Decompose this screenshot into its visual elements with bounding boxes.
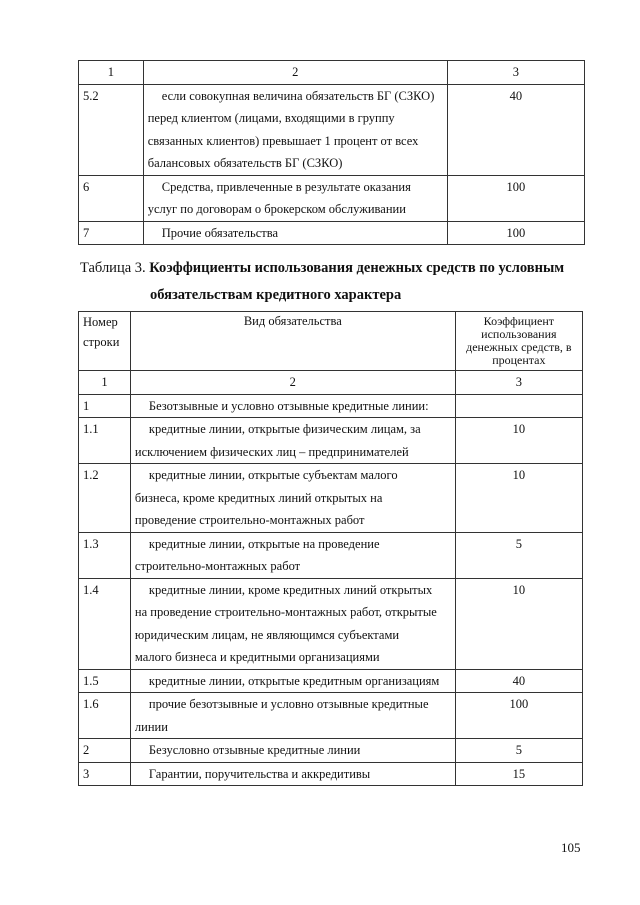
description-line: балансовых обязательств БГ (СЗКО) <box>147 156 343 170</box>
header-coefficient: Коэффициент использования денежных средств, в процентах <box>455 312 582 371</box>
coefficient-value: 15 <box>455 762 582 786</box>
description-line: проведение строительно-монтажных работ <box>134 513 365 527</box>
description-line: юридическим лицам, не являющимся субъектами <box>134 627 400 642</box>
coefficient-value: 100 <box>447 175 584 221</box>
column-number: 3 <box>455 371 582 395</box>
obligation-description <box>130 669 455 693</box>
description-line: перед клиентом (лицами, входящими в группу <box>147 111 395 125</box>
row-number: 1.5 <box>79 669 131 693</box>
row-number: 3 <box>79 762 131 786</box>
header-obligation-type: Вид обязательства <box>130 312 455 371</box>
coefficient-value: 10 <box>455 464 582 533</box>
row-number: 1.6 <box>79 693 131 739</box>
obligation-description <box>130 693 455 739</box>
row-number: 1.3 <box>79 532 131 578</box>
description-line: Безусловно отзывные кредитные линии <box>148 743 361 757</box>
obligation-description <box>143 175 447 221</box>
table-caption <box>80 260 564 277</box>
obligation-description <box>130 532 455 578</box>
header-line-number: Номер строки <box>79 312 131 371</box>
description-line: на проведение строительно-монтажных работ, открытые <box>134 605 437 619</box>
description-line: кредитные линии, кроме кредитных линий открытых <box>148 582 433 597</box>
row-number: 1 <box>79 394 131 418</box>
row-number: 1.1 <box>79 418 131 464</box>
table-row <box>79 669 583 693</box>
description-line: исключением физических лиц – предпринимателей <box>134 444 409 459</box>
description-line: кредитные линии, открытые физическим лицам, за <box>148 422 421 436</box>
obligation-description <box>130 418 455 464</box>
table-row <box>79 762 583 786</box>
coefficient-value <box>455 394 582 418</box>
row-number: 2 <box>79 739 131 763</box>
table-row <box>79 578 583 669</box>
description-line: линии <box>134 719 168 734</box>
table-row <box>79 693 583 739</box>
table-caption-line2: обязательствам кредитного характера <box>150 287 402 303</box>
description-line: прочие безотзывные и условно отзывные кредитные <box>148 697 429 711</box>
description-line: бизнеса, кроме кредитных линий открытых на <box>134 490 383 505</box>
coefficient-value: 40 <box>455 669 582 693</box>
column-number: 3 <box>447 61 584 85</box>
description-line: кредитные линии, открытые кредитным организациям <box>148 673 440 688</box>
credit-commitment-coefficients-table <box>78 311 583 786</box>
coefficient-value: 5 <box>455 739 582 763</box>
row-number: 5.2 <box>79 84 144 175</box>
liabilities-table-continued <box>78 60 585 245</box>
obligation-description <box>130 464 455 533</box>
table-row <box>79 532 583 578</box>
table-caption-prefix: Таблица 3. <box>80 260 150 276</box>
coefficient-value: 40 <box>447 84 584 175</box>
column-number: 1 <box>79 371 131 395</box>
description-line: услуг по договорам о брокерском обслуживании <box>147 202 406 216</box>
page-number: 105 <box>561 840 581 855</box>
description-line: если совокупная величина обязательств БГ (СЗКО) <box>161 88 435 103</box>
row-number: 7 <box>79 221 144 245</box>
coefficient-value: 100 <box>455 693 582 739</box>
obligation-description <box>143 84 447 175</box>
description-line: строительно-монтажных работ <box>134 559 301 573</box>
row-number: 1.2 <box>79 464 131 533</box>
description-line: малого бизнеса и кредитными организациями <box>134 650 380 664</box>
column-number: 1 <box>79 61 144 85</box>
row-number: 1.4 <box>79 578 131 669</box>
description-line: кредитные линии, открытые субъектам малого <box>148 468 398 482</box>
coefficient-value: 10 <box>455 578 582 669</box>
description-line: кредитные линии, открытые на проведение <box>148 536 380 551</box>
obligation-description <box>130 394 455 418</box>
column-number: 2 <box>130 371 455 395</box>
table-row <box>79 464 583 533</box>
row-number: 6 <box>79 175 144 221</box>
description-line: Гарантии, поручительства и аккредитивы <box>148 766 371 781</box>
table-row <box>79 739 583 763</box>
table-row <box>79 84 585 175</box>
coefficient-value: 5 <box>455 532 582 578</box>
header-row <box>79 312 583 371</box>
description-line: Средства, привлеченные в результате оказания <box>161 179 411 194</box>
description-line: связанных клиентов) превышает 1 процент от всех <box>147 133 419 148</box>
table-row <box>79 175 585 221</box>
table-caption-title: Коэффициенты использования денежных средств по условным <box>149 260 565 276</box>
table-row <box>79 394 583 418</box>
coefficient-value: 100 <box>447 221 584 245</box>
description-line: Безотзывные и условно отзывные кредитные линии: <box>148 398 429 413</box>
column-numbering-row <box>79 371 583 395</box>
obligation-description <box>130 578 455 669</box>
obligation-description <box>130 739 455 763</box>
description-line: Прочие обязательства <box>161 225 279 240</box>
coefficient-value: 10 <box>455 418 582 464</box>
table-row <box>79 418 583 464</box>
table-row <box>79 221 585 245</box>
obligation-description <box>143 221 447 245</box>
obligation-description <box>130 762 455 786</box>
column-number: 2 <box>143 61 447 85</box>
column-numbering-row <box>79 61 585 85</box>
